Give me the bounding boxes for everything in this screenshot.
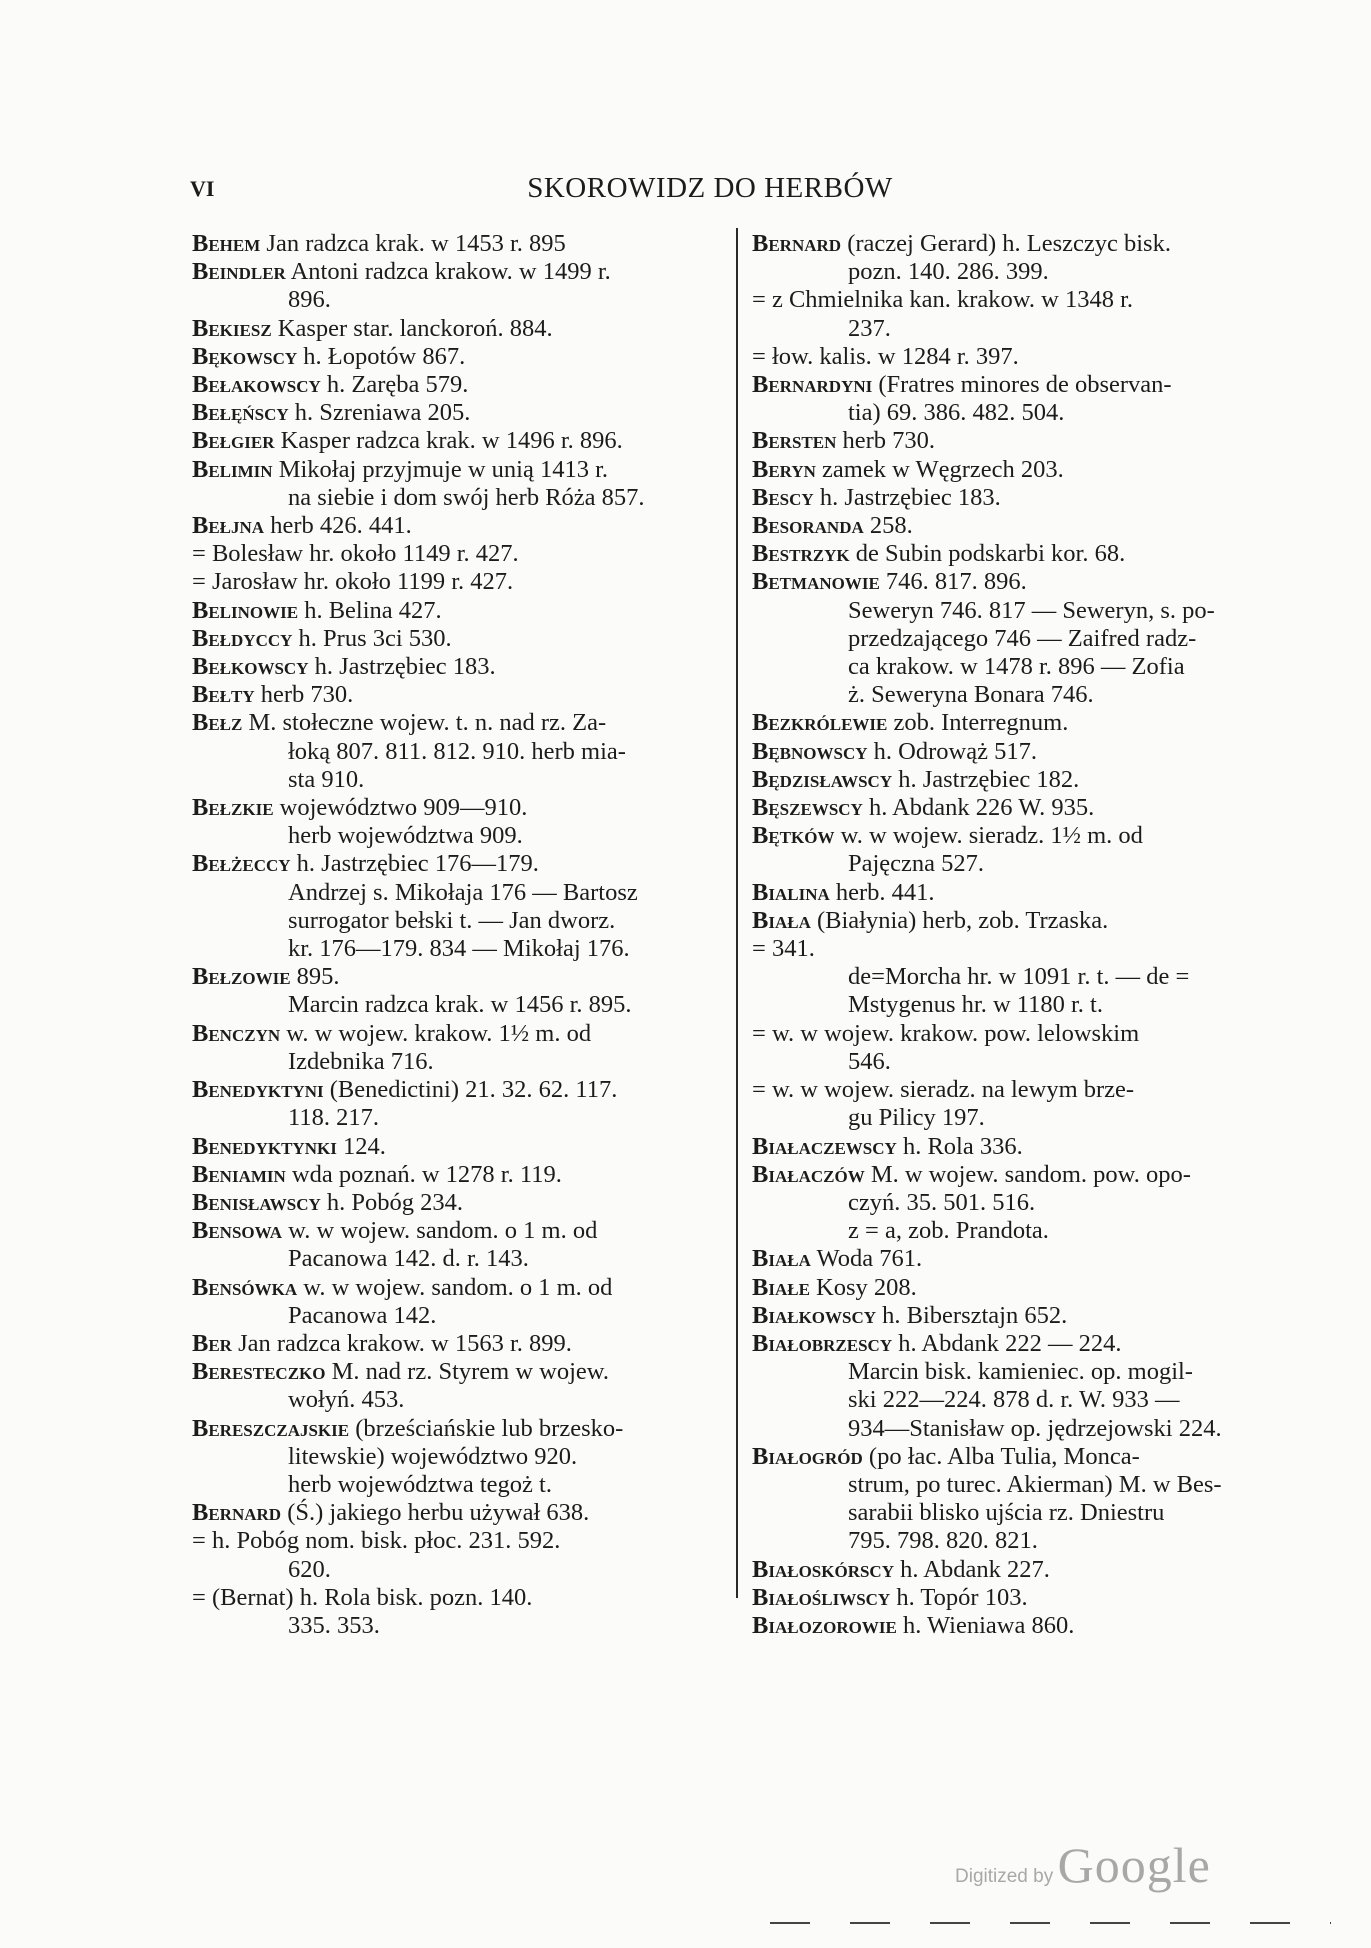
entry-headword: Beindler: [192, 258, 286, 286]
entry-text: 896.: [288, 286, 331, 314]
index-entry: [192, 258, 732, 286]
entry-text: 237.: [848, 314, 891, 342]
index-entry: [752, 399, 1292, 427]
entry-text: (po łac. Alba Tulia, Monca-: [862, 1442, 1140, 1470]
entry-headword: Benedyktynki: [192, 1132, 337, 1160]
entry-headword: Bersten: [752, 427, 837, 455]
entry-text: h. Rola 336.: [896, 1132, 1023, 1160]
entry-headword: Benczyn: [192, 1019, 281, 1047]
index-entry: [752, 1217, 1292, 1245]
index-entry: [192, 625, 732, 653]
entry-text: ż. Seweryna Bonara 746.: [848, 681, 1094, 709]
entry-text: h. Topór 103.: [890, 1583, 1028, 1611]
index-column-right: [752, 230, 1292, 1640]
entry-headword: Betmanowie: [752, 568, 880, 596]
index-entry: [192, 653, 732, 681]
entry-text: M. nad rz. Styrem w wojew.: [325, 1358, 610, 1386]
index-entry: [752, 879, 1292, 907]
index-entry: [752, 456, 1292, 484]
index-entry: [192, 935, 732, 963]
index-entry: [752, 653, 1292, 681]
index-entry: [192, 907, 732, 935]
entry-text: pozn. 140. 286. 399.: [848, 258, 1049, 286]
index-entry: [752, 1527, 1292, 1555]
index-entry: [192, 286, 732, 314]
index-entry: [192, 738, 732, 766]
index-entry: [192, 371, 732, 399]
watermark-prefix: Digitized by: [955, 1866, 1054, 1887]
entry-headword: Bełjna: [192, 512, 265, 540]
entry-headword: Bęszewscy: [752, 794, 863, 822]
index-entry: [752, 1556, 1292, 1584]
index-entry: [752, 1133, 1292, 1161]
index-entry: [752, 625, 1292, 653]
entry-text: = (Bernat) h. Rola bisk. pozn. 140.: [192, 1583, 533, 1611]
entry-headword: Benisławscy: [192, 1188, 321, 1216]
entry-headword: Białogród: [752, 1442, 863, 1470]
entry-text: Andrzej s. Mikołaja 176 — Bartosz: [288, 878, 638, 906]
entry-text: herb województwa tegoż t.: [288, 1470, 552, 1498]
entry-text: de Subin podskarbi kor. 68.: [849, 540, 1126, 568]
entry-headword: Bensówka: [192, 1273, 298, 1301]
entry-text: M. w wojew. sandom. pow. opo-: [864, 1160, 1191, 1188]
entry-headword: Bernardyni: [752, 371, 873, 399]
entry-text: = łow. kalis. w 1284 r. 397.: [752, 342, 1019, 370]
entry-text: Woda 761.: [810, 1245, 923, 1273]
index-entry: [192, 1584, 732, 1612]
entry-headword: Bereszczajskie: [192, 1414, 350, 1442]
entry-headword: Bełkowscy: [192, 653, 309, 681]
index-entry: [192, 1527, 732, 1555]
index-entry: [752, 1330, 1292, 1358]
entry-text: Marcin radzca krak. w 1456 r. 895.: [288, 991, 632, 1019]
index-entry: [192, 794, 732, 822]
entry-headword: Bętków: [752, 822, 835, 850]
entry-text: Kasper star. lanckoroń. 884.: [271, 314, 553, 342]
index-entry: [192, 230, 732, 258]
entry-text: Pacanowa 142. d. r. 143.: [288, 1245, 529, 1273]
entry-text: herb 730.: [254, 681, 354, 709]
index-entry: [752, 822, 1292, 850]
index-entry: [752, 568, 1292, 596]
entry-headword: Bełzowie: [192, 963, 291, 991]
entry-text: = w. w wojew. krakow. pow. lelowskim: [752, 1019, 1140, 1047]
index-entry: [752, 1274, 1292, 1302]
entry-headword: Besoranda: [752, 512, 864, 540]
index-entry: [752, 1302, 1292, 1330]
entry-text: = h. Pobóg nom. bisk. płoc. 231. 592.: [192, 1527, 561, 1555]
index-entry: [752, 766, 1292, 794]
entry-headword: Bełgier: [192, 427, 275, 455]
entry-text: sta 910.: [288, 765, 365, 793]
index-entry: [192, 1386, 732, 1414]
index-entry: [752, 1415, 1292, 1443]
index-entry: [752, 1612, 1292, 1640]
entry-text: w. w wojew. krakow. 1½ m. od: [280, 1019, 592, 1047]
entry-text: wda poznań. w 1278 r. 119.: [285, 1160, 562, 1188]
entry-text: 795. 798. 820. 821.: [848, 1527, 1038, 1555]
entry-headword: Białaczewscy: [752, 1132, 897, 1160]
entry-headword: Bękowscy: [192, 342, 298, 370]
entry-text: surrogator bełski t. — Jan dworz.: [288, 906, 616, 934]
entry-text: Izdebnika 716.: [288, 1047, 434, 1075]
entry-text: h. Prus 3ci 530.: [292, 624, 452, 652]
index-entry: [192, 1499, 732, 1527]
entry-text: Seweryn 746. 817 — Seweryn, s. po-: [848, 596, 1215, 624]
index-entry: [752, 850, 1292, 878]
index-entry: [752, 1104, 1292, 1132]
entry-text: (Ś.) jakiego herbu używał 638.: [281, 1499, 590, 1527]
index-entry: [752, 738, 1292, 766]
index-entry: [752, 258, 1292, 286]
entry-headword: Bełakowscy: [192, 371, 321, 399]
entry-headword: Biała: [752, 906, 811, 934]
index-entry: [752, 1471, 1292, 1499]
index-entry: [752, 1584, 1292, 1612]
entry-text: w. w wojew. sandom. o 1 m. od: [297, 1273, 613, 1301]
entry-headword: Behem: [192, 230, 261, 257]
entry-text: 895.: [290, 963, 340, 991]
index-entry: [192, 1020, 732, 1048]
entry-text: Pacanowa 142.: [288, 1301, 437, 1329]
entry-text: w. w wojew. sandom. o 1 m. od: [282, 1217, 598, 1245]
index-entry: [192, 1415, 732, 1443]
entry-headword: Beresteczko: [192, 1358, 326, 1386]
entry-headword: Ber: [192, 1329, 232, 1357]
index-entry: [752, 1161, 1292, 1189]
index-entry: [192, 343, 732, 371]
entry-headword: Bernard: [752, 230, 842, 257]
index-entry: [192, 879, 732, 907]
index-entry: [192, 1161, 732, 1189]
index-entry: [192, 991, 732, 1019]
index-entry: [192, 1443, 732, 1471]
index-entry: [192, 1358, 732, 1386]
entry-text: litewskie) województwo 920.: [288, 1442, 578, 1470]
entry-headword: Bensowa: [192, 1217, 283, 1245]
index-entry: [752, 371, 1292, 399]
entry-text: h. Zaręba 579.: [320, 371, 469, 399]
index-entry: [752, 794, 1292, 822]
entry-text: h. Bibersztajn 652.: [876, 1301, 1068, 1329]
entry-headword: Bełzkie: [192, 794, 274, 822]
index-entry: [192, 568, 732, 596]
entry-text: = Jarosław hr. około 1199 r. 427.: [192, 568, 514, 596]
entry-text: 546.: [848, 1047, 891, 1075]
entry-text: M. stołeczne wojew. t. n. nad rz. Za-: [242, 709, 607, 737]
entry-text: przedzającego 746 — Zaifred radz-: [848, 624, 1197, 652]
entry-headword: Bernard: [192, 1499, 282, 1527]
entry-text: Pajęczna 527.: [848, 850, 985, 878]
entry-text: = 341.: [752, 935, 815, 963]
index-entry: [192, 1245, 732, 1273]
entry-text: herb. 441.: [829, 878, 935, 906]
index-entry: [752, 1048, 1292, 1076]
entry-text: 118. 217.: [288, 1104, 379, 1132]
index-entry: [752, 1076, 1292, 1104]
entry-text: h. Jastrzębiec 183.: [308, 653, 496, 681]
index-entry: [192, 1612, 732, 1640]
entry-headword: Bescy: [752, 483, 814, 511]
entry-headword: Beryn: [752, 455, 816, 483]
entry-text: zob. Interregnum.: [887, 709, 1069, 737]
page-number: VI: [190, 176, 215, 201]
bottom-scan-rule: [770, 1922, 1331, 1924]
entry-headword: Bębnowscy: [752, 737, 868, 765]
entry-text: h. Pobóg 234.: [320, 1188, 464, 1216]
entry-text: województwo 909—910.: [273, 794, 528, 822]
entry-text: na siebie i dom swój herb Róża 857.: [288, 483, 645, 511]
entry-text: herb województwa 909.: [288, 822, 523, 850]
index-entry: [192, 963, 732, 991]
entry-headword: Beniamin: [192, 1160, 286, 1188]
entry-text: (raczej Gerard) h. Leszczyc bisk.: [841, 230, 1171, 257]
index-entry: [192, 456, 732, 484]
entry-headword: Bełżeccy: [192, 850, 291, 878]
entry-headword: Bełdyccy: [192, 624, 293, 652]
running-title: SKOROWIDZ DO HERBÓW: [527, 172, 893, 204]
index-entry: [752, 991, 1292, 1019]
entry-text: ski 222—224. 878 d. r. W. 933 —: [848, 1386, 1180, 1414]
entry-headword: Bełty: [192, 681, 255, 709]
entry-text: h. Wieniawa 860.: [896, 1611, 1075, 1639]
column-divider: [736, 228, 738, 1598]
index-entry: [192, 315, 732, 343]
index-entry: [752, 512, 1292, 540]
google-logo: Google: [1057, 1837, 1211, 1893]
index-entry: [192, 484, 732, 512]
index-entry: [192, 1217, 732, 1245]
index-entry: [752, 1189, 1292, 1217]
entry-text: łoką 807. 811. 812. 910. herb mia-: [288, 737, 626, 765]
entry-text: wołyń. 453.: [288, 1386, 405, 1414]
entry-text: h. Jastrzębiec 183.: [813, 483, 1001, 511]
entry-text: 934—Stanisław op. jędrzejowski 224.: [848, 1414, 1222, 1442]
index-entry: [752, 1386, 1292, 1414]
entry-text: h. Łopotów 867.: [297, 342, 466, 370]
entry-text: = z Chmielnika kan. krakow. w 1348 r.: [752, 286, 1134, 314]
entry-text: Antoni radzca krakow. w 1499 r.: [285, 258, 611, 286]
entry-text: ca krakow. w 1478 r. 896 — Zofia: [848, 653, 1185, 681]
index-entry: [192, 822, 732, 850]
entry-headword: Bezkrólewie: [752, 709, 888, 737]
index-entry: [752, 540, 1292, 568]
index-entry: [192, 709, 732, 737]
entry-headword: Białkowscy: [752, 1301, 877, 1329]
entry-text: de=Morcha hr. w 1091 r. t. — de =: [848, 963, 1190, 991]
entry-text: h. Abdank 226 W. 935.: [862, 794, 1095, 822]
index-entry: [752, 286, 1292, 314]
entry-text: kr. 176—179. 834 — Mikołaj 176.: [288, 935, 630, 963]
entry-text: tia) 69. 386. 482. 504.: [848, 399, 1065, 427]
entry-text: Mstygenus hr. w 1180 r. t.: [848, 991, 1103, 1019]
entry-text: herb 730.: [836, 427, 936, 455]
entry-text: Kosy 208.: [809, 1273, 917, 1301]
index-entry: [752, 597, 1292, 625]
index-entry: [752, 681, 1292, 709]
entry-text: strum, po turec. Akierman) M. w Bes-: [848, 1470, 1222, 1498]
index-entry: [192, 540, 732, 568]
page-header: [190, 172, 1230, 212]
index-entry: [192, 1471, 732, 1499]
entry-text: Mikołaj przyjmuje w unią 1413 r.: [272, 455, 609, 483]
entry-text: h. Odrowąż 517.: [867, 737, 1037, 765]
entry-headword: Bełz: [192, 709, 243, 737]
entry-text: = Bolesław hr. około 1149 r. 427.: [192, 540, 519, 568]
entry-headword: Benedyktyni: [192, 1076, 324, 1104]
entry-text: h. Abdank 222 — 224.: [892, 1329, 1122, 1357]
entry-text: z = a, zob. Prandota.: [848, 1217, 1049, 1245]
entry-headword: Będzisławscy: [752, 765, 893, 793]
index-entry: [192, 512, 732, 540]
entry-text: 258.: [863, 512, 913, 540]
entry-headword: Bekiesz: [192, 314, 272, 342]
entry-headword: Bialina: [752, 878, 830, 906]
index-entry: [752, 1358, 1292, 1386]
entry-text: herb 426. 441.: [264, 512, 412, 540]
index-entry: [752, 907, 1292, 935]
entry-text: (Benedictini) 21. 32. 62. 117.: [323, 1076, 618, 1104]
entry-text: h. Jastrzębiec 182.: [892, 765, 1080, 793]
entry-headword: Białobrzescy: [752, 1329, 893, 1357]
index-entry: [752, 427, 1292, 455]
entry-text: gu Pilicy 197.: [848, 1104, 985, 1132]
entry-headword: Biała: [752, 1245, 811, 1273]
entry-text: sarabii blisko ujścia rz. Dniestru: [848, 1499, 1165, 1527]
index-entry: [752, 709, 1292, 737]
index-entry: [192, 1330, 732, 1358]
index-entry: [192, 1302, 732, 1330]
entry-headword: Bestrzyk: [752, 540, 850, 568]
entry-headword: Białozorowie: [752, 1611, 897, 1639]
index-entry: [192, 427, 732, 455]
entry-text: w. w wojew. sieradz. 1½ m. od: [834, 822, 1143, 850]
entry-text: (Fratres minores de observan-: [872, 371, 1172, 399]
entry-text: czyń. 35. 501. 516.: [848, 1188, 1036, 1216]
entry-text: Kasper radzca krak. w 1496 r. 896.: [274, 427, 623, 455]
digitized-by-google-watermark: [955, 1836, 1211, 1894]
index-entry: [752, 963, 1292, 991]
index-entry: [192, 1048, 732, 1076]
index-entry: [752, 935, 1292, 963]
entry-text: 335. 353.: [288, 1611, 380, 1639]
index-entry: [192, 597, 732, 625]
entry-text: h. Abdank 227.: [893, 1555, 1050, 1583]
index-entry: [752, 343, 1292, 371]
index-entry: [752, 230, 1292, 258]
index-entry: [192, 1274, 732, 1302]
entry-headword: Białośliwscy: [752, 1583, 891, 1611]
index-entry: [192, 766, 732, 794]
entry-text: (Białynia) herb, zob. Trzaska.: [810, 906, 1109, 934]
entry-headword: Białe: [752, 1273, 810, 1301]
index-entry: [752, 1499, 1292, 1527]
index-entry: [752, 1020, 1292, 1048]
entry-text: h. Szreniawa 205.: [288, 399, 471, 427]
index-entry: [192, 1076, 732, 1104]
index-column-left: [192, 230, 732, 1640]
entry-text: Jan radzca krakow. w 1563 r. 899.: [231, 1329, 572, 1357]
index-entry: [192, 1189, 732, 1217]
entry-headword: Białoskórscy: [752, 1555, 894, 1583]
index-entry: [752, 315, 1292, 343]
index-entry: [192, 681, 732, 709]
entry-headword: Białaczów: [752, 1160, 865, 1188]
entry-headword: Bełęńscy: [192, 399, 289, 427]
index-entry: [752, 1443, 1292, 1471]
index-entry: [752, 1245, 1292, 1273]
index-entry: [192, 850, 732, 878]
entry-text: h. Jastrzębiec 176—179.: [290, 850, 539, 878]
entry-text: 746. 817. 896.: [879, 568, 1027, 596]
entry-text: h. Belina 427.: [298, 596, 442, 624]
entry-text: = w. w wojew. sieradz. na lewym brze-: [752, 1076, 1135, 1104]
entry-text: Marcin bisk. kamieniec. op. mogil-: [848, 1358, 1193, 1386]
entry-text: zamek w Węgrzech 203.: [815, 455, 1064, 483]
index-entry: [192, 1556, 732, 1584]
entry-text: 124.: [336, 1132, 386, 1160]
index-entry: [192, 1133, 732, 1161]
entry-text: 620.: [288, 1555, 331, 1583]
entry-headword: Belimin: [192, 455, 273, 483]
index-entry: [192, 399, 732, 427]
entry-headword: Belinowie: [192, 596, 299, 624]
index-entry: [192, 1104, 732, 1132]
entry-text: (brześciańskie lub brzesko-: [349, 1414, 624, 1442]
index-entry: [752, 484, 1292, 512]
entry-text: Jan radzca krak. w 1453 r. 895: [260, 230, 566, 257]
